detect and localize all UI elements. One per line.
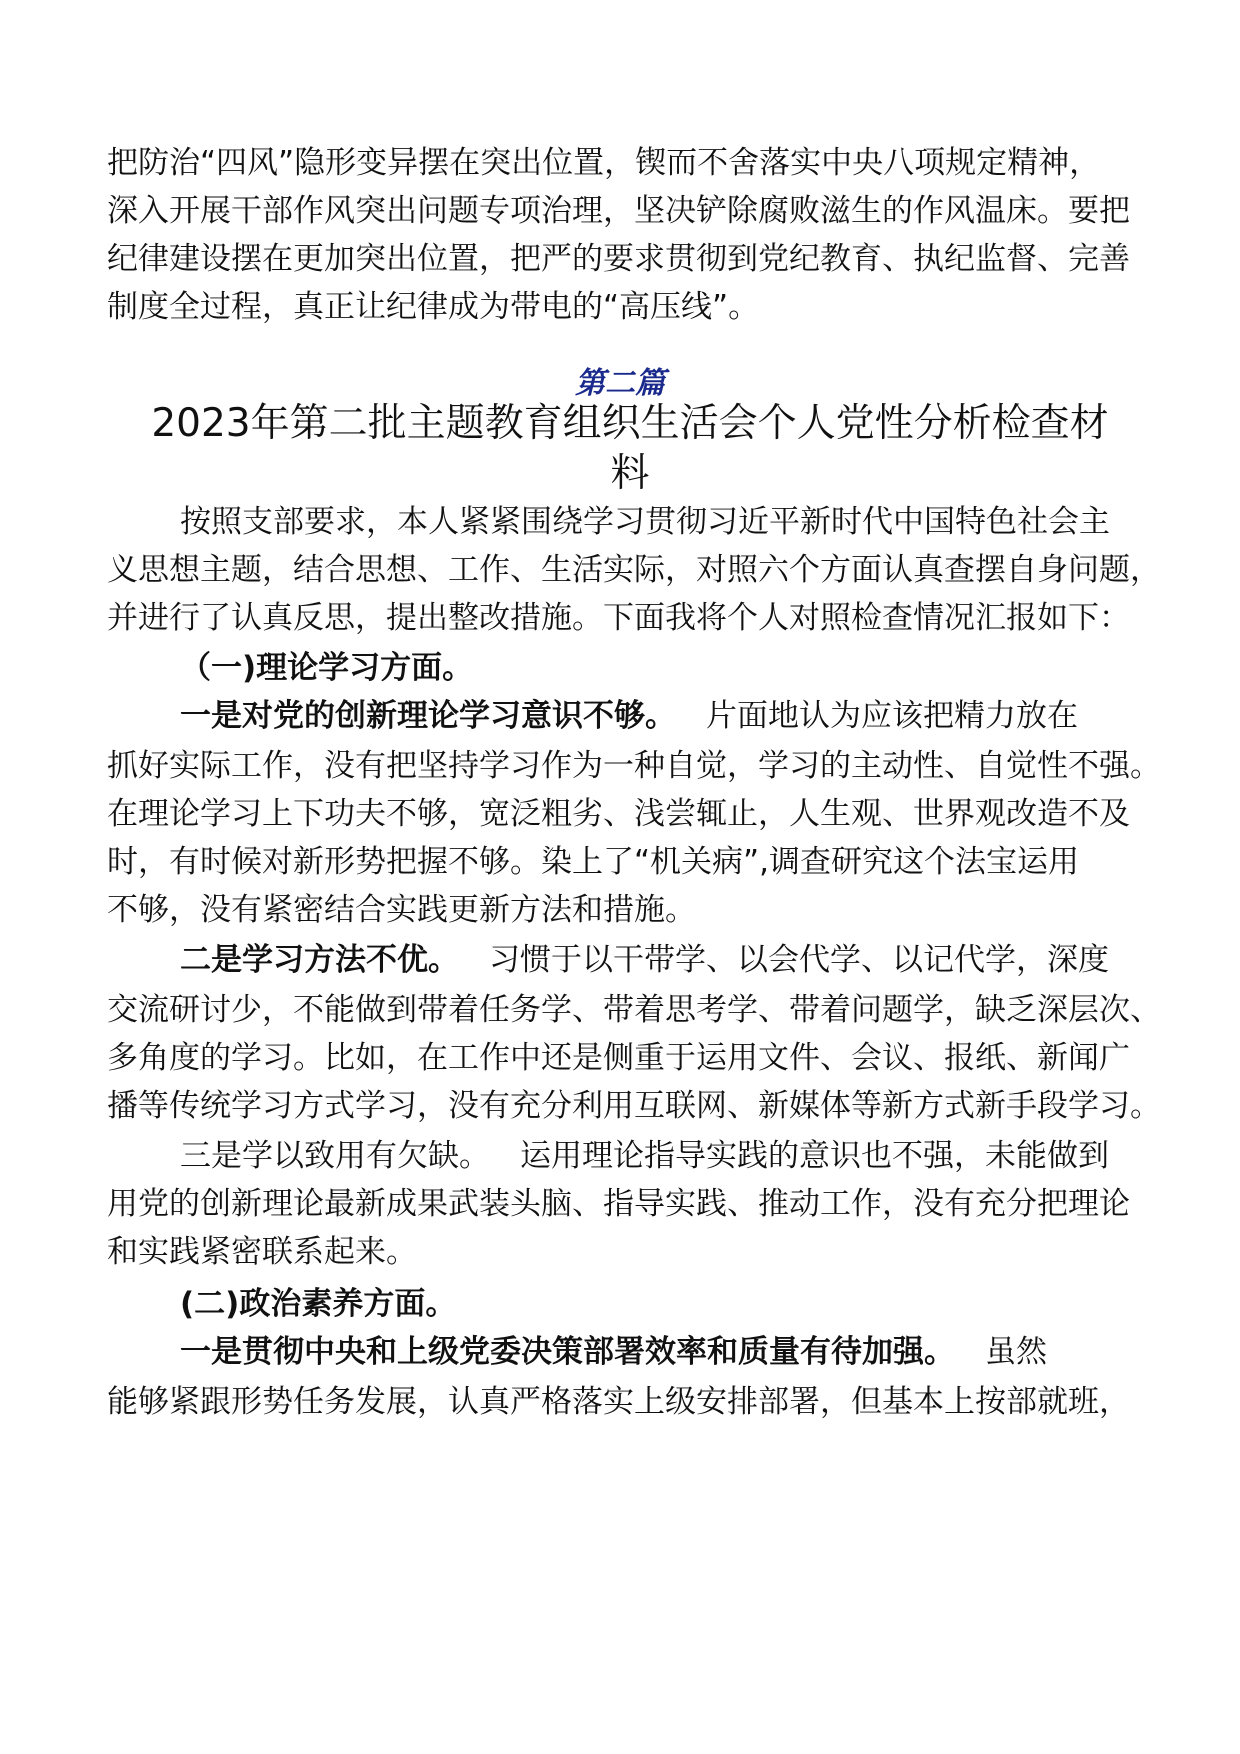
paragraph-first-line bbox=[180, 696, 1220, 736]
paragraph-text: 运用理论指导实践的意识也不强，未能做到 bbox=[520, 1138, 1109, 1174]
paragraph-lead: 一是贯彻中央和上级党委决策部署效率和质量有待加强。 bbox=[180, 1334, 955, 1370]
paragraph-line: 多角度的学习。比如，在工作中还是侧重于运用文件、会议、报纸、新闻广 bbox=[107, 1040, 1130, 1076]
opening-line: 义思想主题，结合思想、工作、生活实际，对照六个方面认真查摆自身问题， bbox=[107, 552, 1161, 588]
document-title-continued: 料 bbox=[610, 451, 650, 496]
paragraph-line: 播等传统学习方式学习，没有充分利用互联网、新媒体等新方式新手段学习。 bbox=[107, 1088, 1161, 1124]
paragraph-text: 习惯于以干带学、以会代学、以记代学，深度 bbox=[489, 942, 1109, 978]
paragraph-line: 抓好实际工作，没有把坚持学习作为一种自觉，学习的主动性、自觉性不强。 bbox=[107, 748, 1161, 784]
document-title: 2023年第二批主题教育组织生活会个人党性分析检查材 bbox=[151, 401, 1109, 446]
paragraph-lead: 三是学以致用有欠缺。 bbox=[180, 1138, 490, 1174]
opening-line: 并进行了认真反思，提出整改措施。下面我将个人对照检查情况汇报如下： bbox=[107, 600, 1130, 636]
paragraph-line: 时，有时候对新形势把握不够。染上了“机关病”,调查研究这个法宝运用 bbox=[107, 844, 1079, 880]
paragraph-text: 片面地认为应该把精力放在 bbox=[706, 698, 1078, 734]
paragraph-line: 不够，没有紧密结合实践更新方法和措施。 bbox=[107, 892, 696, 928]
paragraph-text: 虽然 bbox=[985, 1334, 1047, 1370]
paragraph-line: 交流研讨少，不能做到带着任务学、带着思考学、带着问题学，缺乏深层次、 bbox=[107, 992, 1161, 1028]
section-heading: （一)理论学习方面。 bbox=[180, 650, 474, 686]
section-label: 第二篇 bbox=[575, 366, 665, 401]
paragraph-line: 和实践紧密联系起来。 bbox=[107, 1234, 417, 1270]
intro-line: 深入开展干部作风突出问题专项治理，坚决铲除腐败滋生的作风温床。要把 bbox=[107, 193, 1130, 229]
paragraph-line: 用党的创新理论最新成果武装头脑、指导实践、推动工作，没有充分把理论 bbox=[107, 1186, 1130, 1222]
paragraph-first-line bbox=[180, 940, 1220, 980]
intro-line: 制度全过程，真正让纪律成为带电的“高压线”。 bbox=[107, 289, 760, 325]
opening-line: 按照支部要求，本人紧紧围绕学习贯彻习近平新时代中国特色社会主 bbox=[180, 504, 1110, 540]
paragraph-first-line bbox=[180, 1332, 1220, 1372]
paragraph-lead: 二是学习方法不优。 bbox=[180, 942, 459, 978]
paragraph-line: 能够紧跟形势任务发展，认真严格落实上级安排部署，但基本上按部就班， bbox=[107, 1384, 1130, 1420]
paragraph-lead: 一是对党的创新理论学习意识不够。 bbox=[180, 698, 676, 734]
intro-line: 纪律建设摆在更加突出位置，把严的要求贯彻到党纪教育、执纪监督、完善 bbox=[107, 241, 1130, 277]
intro-line: 把防治“四风”隐形变异摆在突出位置，锲而不舍落实中央八项规定精神， bbox=[107, 145, 1101, 181]
paragraph-line: 在理论学习上下功夫不够，宽泛粗劣、浅尝辄止，人生观、世界观改造不及 bbox=[107, 796, 1130, 832]
paragraph-first-line bbox=[180, 1136, 1220, 1176]
section-heading: (二)政治素养方面。 bbox=[180, 1286, 457, 1322]
